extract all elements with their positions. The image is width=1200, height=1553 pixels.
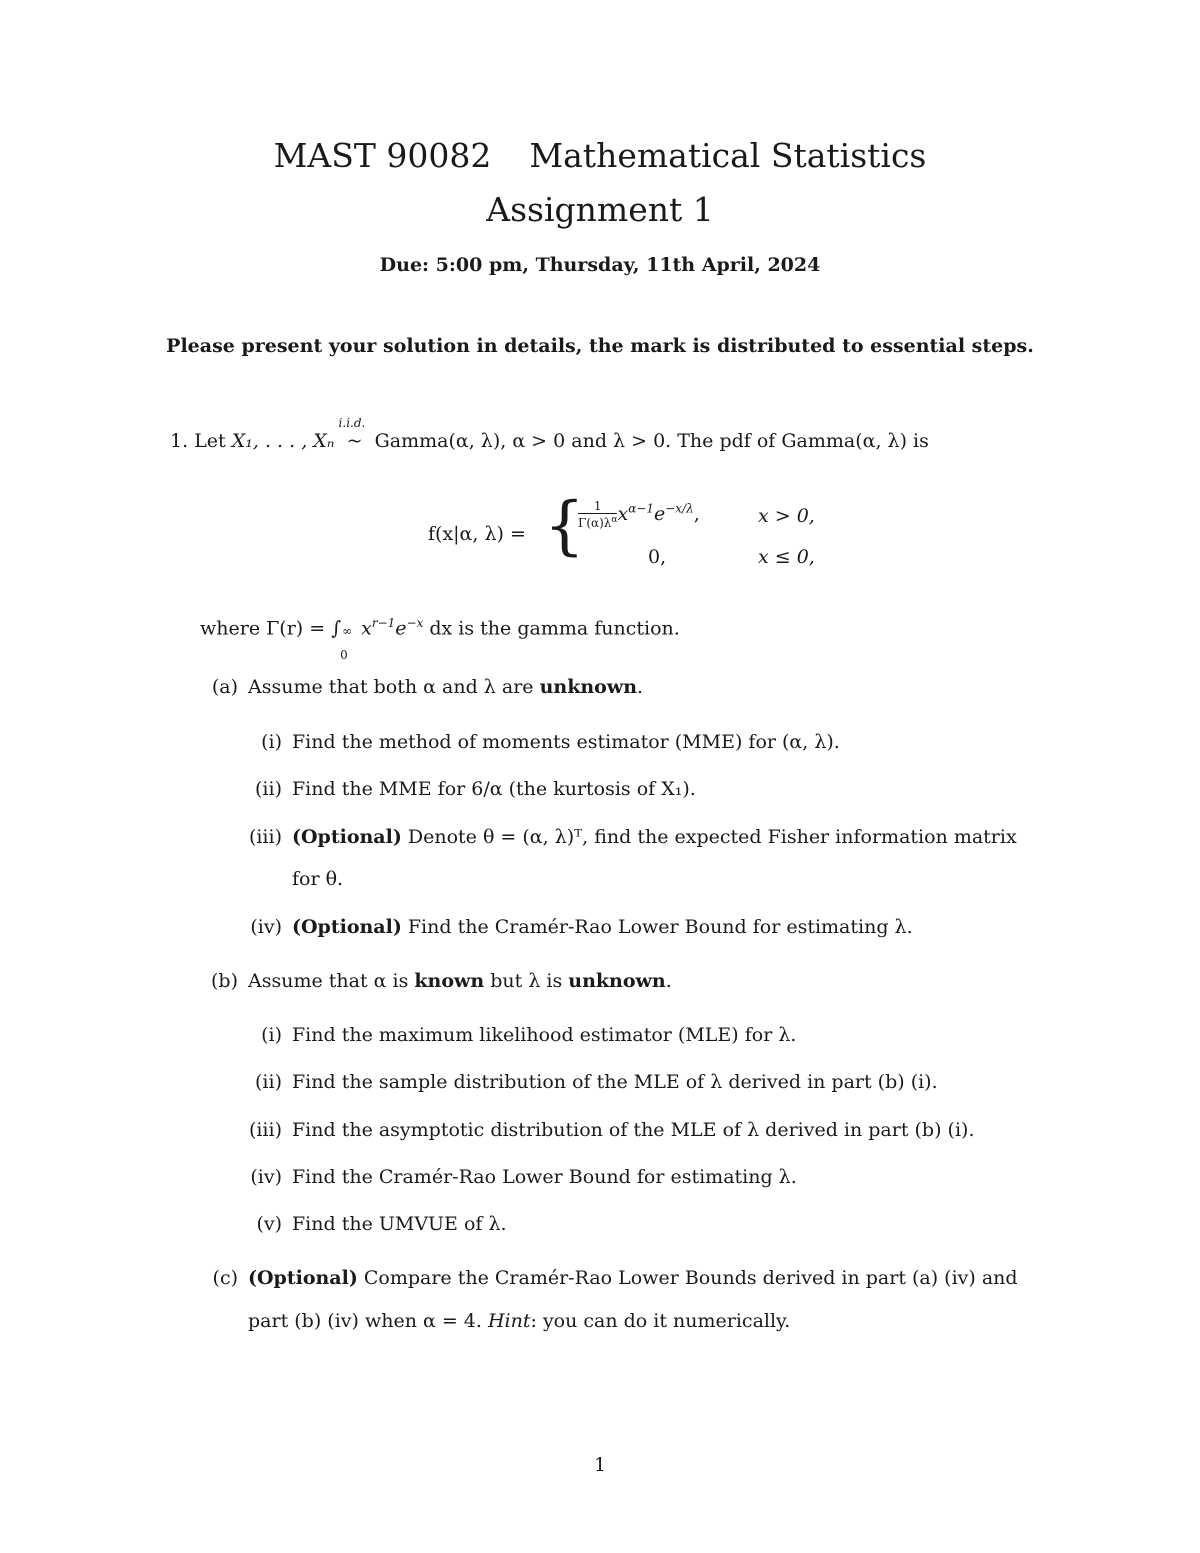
part-a-item-label: (iv) <box>250 916 282 938</box>
integrand-x-exponent: r−1 <box>371 616 396 630</box>
part-b-item-text: Find the UMVUE of λ. <box>292 1213 507 1235</box>
part-b-bold-unknown: unknown <box>568 970 666 992</box>
gamma-def-start: where Γ(r) = ∫ <box>200 617 342 640</box>
part-a-item-label: (ii) <box>255 778 282 800</box>
part-c-text <box>248 1267 1018 1289</box>
pdf-comma: , <box>693 503 700 525</box>
fraction-numerator: 1 <box>578 500 617 514</box>
part-a-item-text-cont: for θ. <box>292 868 344 890</box>
part-a-item-text <box>292 826 1017 848</box>
part-c-line2-start: part (b) (iv) when α = 4. <box>248 1310 488 1332</box>
integral-lower-limit: 0 <box>340 648 348 663</box>
part-b-text <box>248 970 672 992</box>
part-a-text-start: Assume that both α and λ are <box>248 676 540 698</box>
pdf-e-exponent: −x/λ <box>665 501 694 516</box>
item-text-content: Denote θ = (α, λ)ᵀ, find the expected Fisher information matrix <box>401 826 1017 848</box>
pdf-case-2: 0, <box>648 546 667 568</box>
part-a-label: (a) <box>211 676 238 698</box>
part-a-item-text: Find the method of moments estimator (MME) for (α, λ). <box>292 731 840 753</box>
course-title: Mathematical Statistics <box>529 136 927 175</box>
pdf-e: e <box>654 503 666 525</box>
left-brace-icon: { <box>544 489 585 563</box>
part-a-text-end: . <box>637 676 644 698</box>
optional-tag: (Optional) <box>248 1267 358 1289</box>
part-c-text-content: Compare the Cramér-Rao Lower Bounds derived in part (a) (iv) and <box>357 1267 1018 1289</box>
question-1-intro <box>170 416 929 452</box>
optional-tag: (Optional) <box>292 916 402 938</box>
optional-tag: (Optional) <box>292 826 402 848</box>
pdf-x: x <box>617 503 629 525</box>
part-b-item-label: (i) <box>261 1024 282 1046</box>
question-number: 1. <box>170 430 189 452</box>
denominator-exponent: α <box>611 515 618 525</box>
integrand-x: x <box>361 617 372 640</box>
gamma-def-end: dx is the gamma function. <box>429 617 680 640</box>
part-b-label: (b) <box>211 970 238 992</box>
part-b-bold-known: known <box>414 970 485 992</box>
pdf-case-1-condition: x > 0, <box>758 505 815 527</box>
gamma-definition <box>200 616 680 663</box>
part-b-text-start: Assume that α is <box>248 970 415 992</box>
course-code: MAST 90082 <box>273 136 492 175</box>
integral-upper-limit: ∞ <box>342 624 353 639</box>
fraction-denominator: Γ(α)λ <box>578 516 612 530</box>
integrand-e-exponent: −x <box>406 616 424 630</box>
sample-variables: X₁, . . . , Xₙ <box>231 430 335 452</box>
part-b-item-label: (iv) <box>250 1166 282 1188</box>
iid-label: i.i.d. <box>338 416 366 430</box>
page-number: 1 <box>593 1454 607 1476</box>
part-b-text-mid: but λ is <box>484 970 569 992</box>
pdf-lhs: f(x|α, λ) = <box>428 523 526 545</box>
intro-let: Let <box>194 430 226 452</box>
assignment-title: Assignment 1 <box>486 190 714 229</box>
part-c-line2-end: : you can do it numerically. <box>530 1310 791 1332</box>
tilde-symbol: ~ <box>346 430 363 452</box>
hint-label: Hint <box>487 1310 531 1332</box>
item-text-content: Find the Cramér-Rao Lower Bound for estimating λ. <box>401 916 913 938</box>
integrand-e: e <box>395 617 407 640</box>
part-b-item-label: (v) <box>256 1213 282 1235</box>
part-b-text-end: . <box>665 970 672 992</box>
part-b-item-label: (ii) <box>255 1071 282 1093</box>
part-a-item-label: (iii) <box>248 826 282 848</box>
iid-symbol <box>338 416 369 452</box>
pdf-case-1 <box>578 500 700 530</box>
pdf-fraction <box>578 500 617 530</box>
part-b-item-text: Find the asymptotic distribution of the MLE of λ derived in part (b) (i). <box>292 1119 975 1141</box>
course-title-line <box>0 136 1200 175</box>
instructions: Please present your solution in details, the mark is distributed to essential steps. <box>166 335 1034 357</box>
part-b-item-label: (iii) <box>248 1119 282 1141</box>
part-c-label: (c) <box>212 1267 238 1289</box>
pdf-case-2-condition: x ≤ 0, <box>758 546 815 568</box>
part-a-item-text <box>292 916 913 938</box>
part-a-item-text: Find the MME for 6/α (the kurtosis of X₁). <box>292 778 696 800</box>
part-a-item-label: (i) <box>261 731 282 753</box>
part-b-item-text: Find the maximum likelihood estimator (MLE) for λ. <box>292 1024 797 1046</box>
part-b-item-text: Find the Cramér-Rao Lower Bound for estimating λ. <box>292 1166 797 1188</box>
part-a-text <box>248 676 643 698</box>
pdf-x-exponent: α−1 <box>628 501 654 516</box>
part-c-text-line2 <box>248 1310 790 1332</box>
part-a-bold: unknown <box>539 676 638 698</box>
intro-rest: Gamma(α, λ), α > 0 and λ > 0. The pdf of Gamma(α, λ) is <box>374 430 929 452</box>
part-b-item-text: Find the sample distribution of the MLE of λ derived in part (b) (i). <box>292 1071 938 1093</box>
due-date: Due: 5:00 pm, Thursday, 11th April, 2024 <box>379 254 821 276</box>
